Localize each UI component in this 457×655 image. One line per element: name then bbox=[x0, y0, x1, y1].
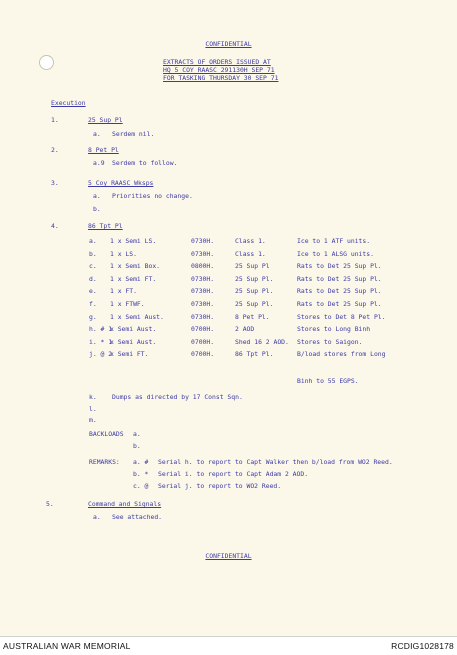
remarks-label: REMARKS: bbox=[89, 458, 120, 466]
task-vehicle: 1 x FT. bbox=[110, 287, 137, 296]
task-from: 25 Sup Pl. bbox=[235, 274, 274, 283]
punch-hole bbox=[39, 55, 54, 70]
task-continuation: Binh to 55 EGPS. bbox=[297, 377, 359, 385]
task-time: 0730H. bbox=[191, 287, 215, 296]
task-time: 0730H. bbox=[191, 249, 215, 258]
task-serial: c. bbox=[89, 262, 97, 271]
task-vehicle: 1 x Semi LS. bbox=[110, 237, 157, 245]
task-detail: Rats to Det 25 Sup Pl. bbox=[297, 274, 382, 283]
footer-institution: AUSTRALIAN WAR MEMORIAL bbox=[3, 641, 131, 651]
task-serial: h. # 1 bbox=[89, 325, 113, 334]
section-heading: Command and Signals bbox=[88, 500, 162, 508]
title-line-2: HQ 5 COY RAASC 291130H SEP 71 bbox=[163, 66, 275, 74]
task-detail: B/load stores from Long bbox=[297, 350, 386, 359]
execution-heading: Execution bbox=[51, 99, 86, 107]
sub-item-label: a. bbox=[93, 192, 101, 200]
task-detail: Rats to Det 25 Sup Pl. bbox=[297, 287, 382, 296]
task-time: 0730H. bbox=[191, 300, 215, 308]
task-from: 25 Sup Pl. bbox=[235, 287, 274, 296]
task-time: 0730H. bbox=[191, 312, 215, 321]
classification-bottom: CONFIDENTIAL bbox=[205, 552, 252, 560]
task-serial: d. bbox=[89, 274, 97, 283]
task-vehicle: 1 x LS. bbox=[110, 249, 137, 258]
sub-item-label: a. bbox=[93, 130, 101, 138]
section-number: 2. bbox=[51, 146, 59, 154]
task-detail: Rats to Det 25 Sup Pl. bbox=[297, 262, 382, 271]
task-time: 0700H. bbox=[191, 350, 215, 359]
section-number: 5. bbox=[46, 500, 54, 508]
task-vehicle: 1 x Semi Box. bbox=[110, 262, 161, 271]
task-time: 0730H. bbox=[191, 237, 215, 245]
extra-item-label: k. bbox=[89, 393, 97, 401]
task-time: 0730H. bbox=[191, 274, 215, 283]
extra-item-label: m. bbox=[89, 416, 97, 424]
task-detail: Stores to Det 8 Pet Pl. bbox=[297, 312, 386, 321]
section-number: 4. bbox=[51, 222, 59, 230]
extra-item-text: Dumps as directed by 17 Const Sqn. bbox=[112, 393, 243, 401]
remark-text: Serial h. to report to Capt Walker then b/load from WO2 Reed. bbox=[158, 458, 393, 466]
task-from: 25 Sup Pl bbox=[235, 262, 270, 271]
task-serial: e. bbox=[89, 287, 97, 296]
task-detail: Stores to Saigon. bbox=[297, 337, 363, 346]
task-serial: j. @ 2 bbox=[89, 350, 113, 359]
task-serial: b. bbox=[89, 249, 97, 258]
task-detail: Rats to Det 25 Sup Pl. bbox=[297, 300, 382, 308]
sub-item-label: a.9 bbox=[93, 159, 105, 167]
footer-record-id: RCDIG1028178 bbox=[391, 641, 454, 651]
task-from: Shed 16 2 AOD. bbox=[235, 337, 289, 346]
archive-footer bbox=[0, 636, 457, 655]
task-vehicle: x Semi Aust. bbox=[110, 337, 157, 346]
section-number: 3. bbox=[51, 179, 59, 187]
section-number: 1. bbox=[51, 116, 59, 124]
title-line-1: EXTRACTS OF ORDERS ISSUED AT bbox=[163, 58, 271, 66]
task-serial: i. * 1 bbox=[89, 337, 113, 346]
task-time: 0800H. bbox=[191, 262, 215, 271]
section-heading: 86 Tpt Pl bbox=[88, 222, 123, 230]
task-serial: a. bbox=[89, 237, 97, 245]
title-line-3: FOR TASKING THURSDAY 30 SEP 71 bbox=[163, 74, 279, 82]
task-vehicle: x Semi Aust. bbox=[110, 325, 157, 334]
task-detail: Ice to 1 ALSG units. bbox=[297, 249, 374, 258]
section-heading: 25 Sup Pl bbox=[88, 116, 123, 124]
sub-item-text: Priorities no change. bbox=[112, 192, 193, 200]
task-from: Class 1. bbox=[235, 237, 266, 245]
task-detail: Ice to 1 ATF units. bbox=[297, 237, 371, 245]
task-detail: Stores to Long Binh bbox=[297, 325, 371, 334]
backloads-label: BACKLOADS bbox=[89, 430, 124, 438]
task-from: 25 Sup Pl. bbox=[235, 300, 274, 308]
backloads-item: a. bbox=[133, 430, 141, 438]
task-from: 8 Pet Pl. bbox=[235, 312, 270, 321]
task-vehicle: 1 x FTWF. bbox=[110, 300, 145, 308]
remark-text: Serial i. to report to Capt Adam 2 AOD. bbox=[158, 470, 309, 478]
task-vehicle: 1 x Semi Aust. bbox=[110, 312, 164, 321]
task-vehicle: x Semi FT. bbox=[110, 350, 149, 359]
backloads-item: b. bbox=[133, 442, 141, 450]
task-time: 0700H. bbox=[191, 337, 215, 346]
task-serial: f. bbox=[89, 300, 97, 308]
sub-item-text: Serdem to follow. bbox=[112, 159, 178, 167]
task-from: 2 AOD bbox=[235, 325, 255, 334]
remark-text: Serial j. to report to WO2 Reed. bbox=[158, 482, 282, 490]
extra-item-label: l. bbox=[89, 405, 97, 413]
classification-top: CONFIDENTIAL bbox=[205, 40, 252, 48]
task-from: 86 Tpt Pl. bbox=[235, 350, 274, 359]
remark-label: a. # bbox=[133, 458, 149, 466]
sub-item-label: b. bbox=[93, 205, 101, 213]
task-serial: g. bbox=[89, 312, 97, 321]
sub-item-text: Serdem nil. bbox=[112, 130, 155, 138]
section-heading: 8 Pet Pl bbox=[88, 146, 119, 154]
remark-label: c. @ bbox=[133, 482, 149, 490]
section-heading: 5 Coy RAASC Wksps bbox=[88, 179, 154, 187]
task-from: Class 1. bbox=[235, 249, 266, 258]
sub-item-label: a. bbox=[93, 513, 101, 521]
remark-label: b. * bbox=[133, 470, 149, 478]
task-vehicle: 1 x Semi FT. bbox=[110, 274, 157, 283]
sub-item-text: See attached. bbox=[112, 513, 163, 521]
task-time: 0700H. bbox=[191, 325, 215, 334]
